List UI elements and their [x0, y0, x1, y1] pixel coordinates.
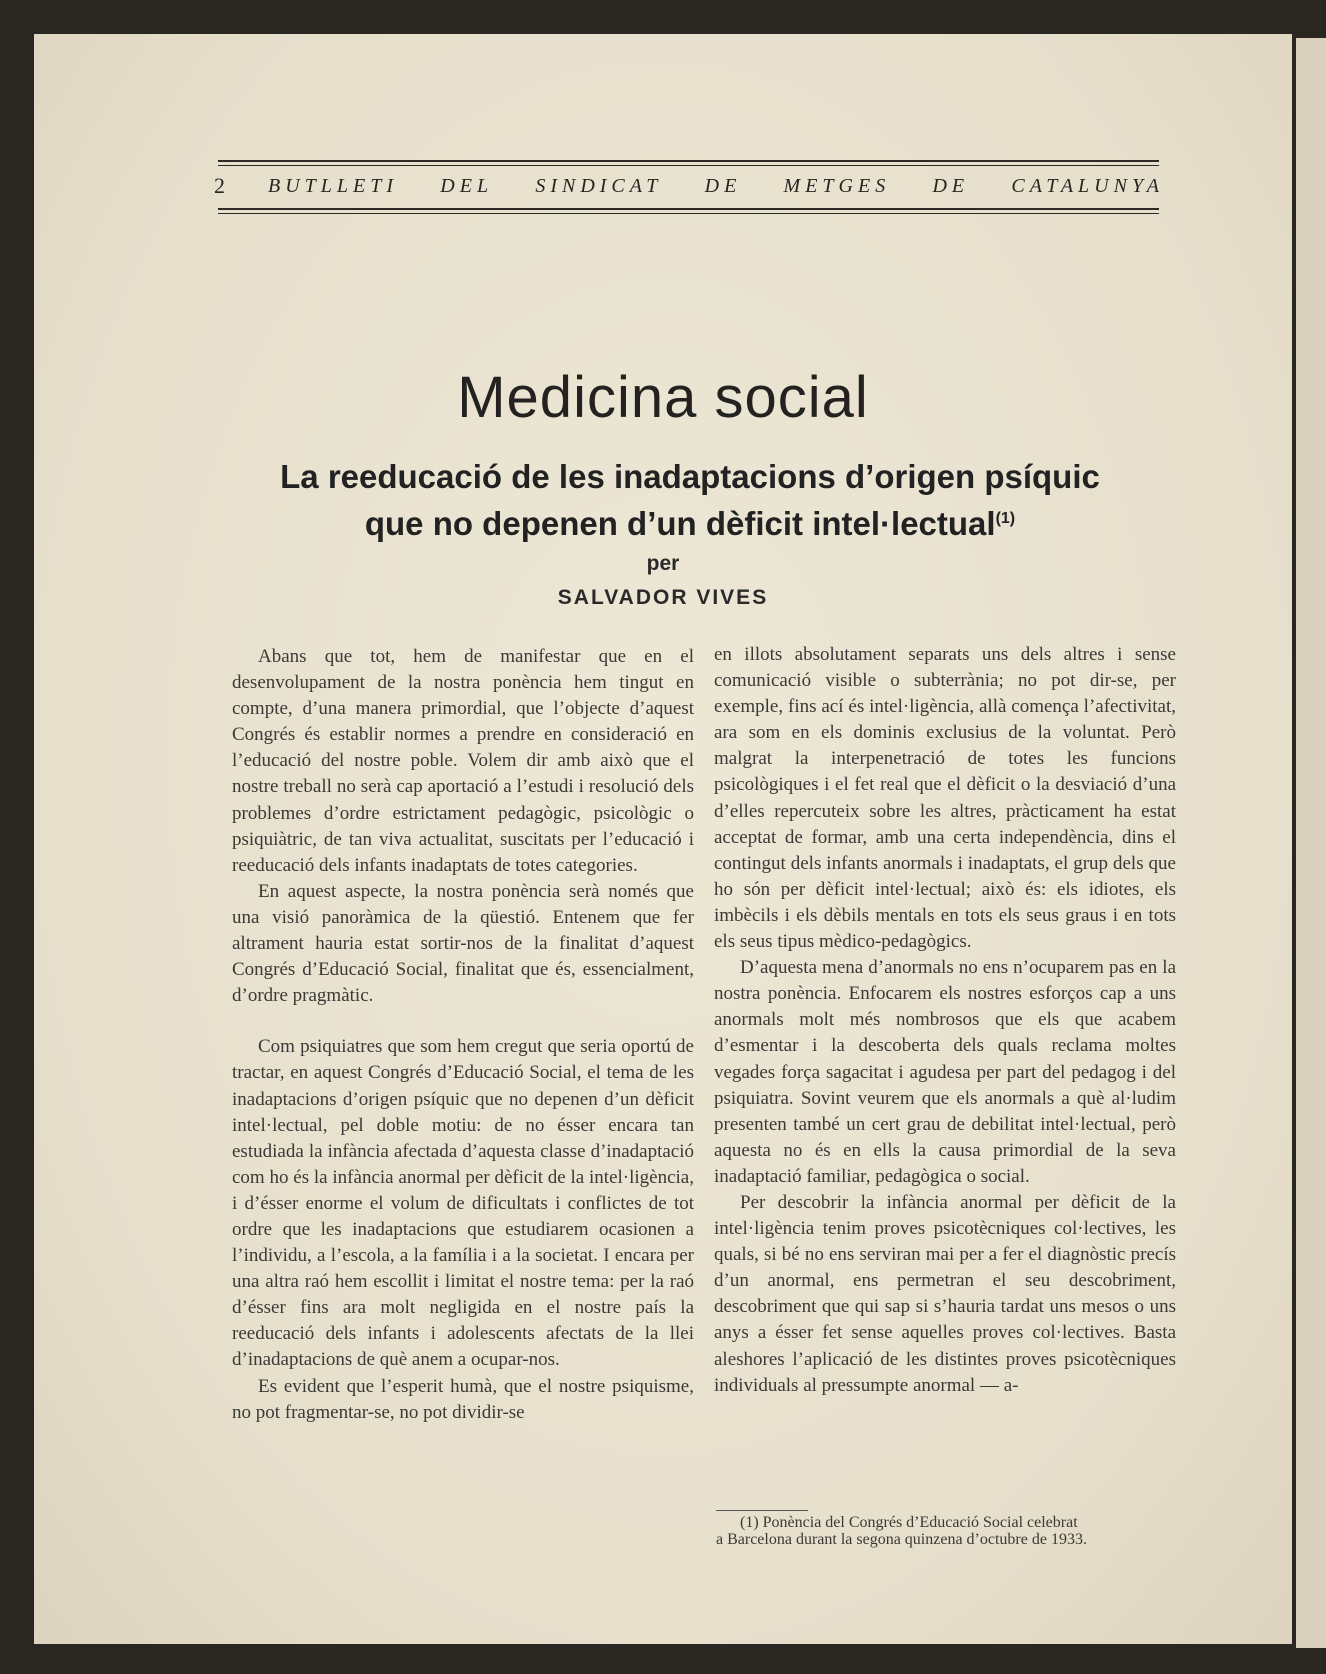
running-head-word: BUTLLETI: [268, 174, 399, 197]
header-rule-bottom: [218, 208, 1159, 210]
footnote-line-1: (1) Ponència del Congrés d’Educació Social celebrat: [740, 1514, 1078, 1531]
running-head-word: METGES: [783, 174, 891, 197]
header-rule-bottom-thin: [218, 213, 1159, 214]
subtitle-line-2: [200, 498, 1180, 545]
right-column: [714, 642, 1176, 1399]
paragraph: En aquest aspecte, la nostra ponència serà només que una visió panoràmica de la qüestió. Entenem que fer altrament hauria estat sortir-nos de la finalitat d’aquest Congrés d’Educació Social, finalitat que és, essencialment, d’ordre pragmàtic.: [232, 880, 694, 1007]
running-head: [254, 175, 1164, 198]
running-head-word: DE: [932, 174, 970, 197]
article-subtitle: [200, 456, 1180, 545]
paragraph: D’aquesta mena d’anormals no ens n’ocuparem pas en la nostra ponència. Enfocarem els nostres esforços cap a uns anormals molt més nombrosos que els que acabem d’esmentar i la descoberta dels quals reclama moltes vegades força sagacitat i agudesa per part del pedagog i del psiquiatra. Sovint veurem que els anormals a què al·ludim presenten també un cert grau de debilitat intel·lectual, però aquesta no és en ells la causa primordial de la seva inadaptació familiar, pedagògica o social.: [714, 957, 1176, 1187]
footnote: [716, 1514, 1188, 1548]
footnote-rule: [716, 1510, 808, 1511]
adjacent-page-edge: [1296, 38, 1326, 1648]
running-head-word: SINDICAT: [535, 174, 663, 197]
footnote-line-2: a Barcelona durant la segona quinzena d’octubre de 1933.: [716, 1531, 1087, 1548]
footnote-marker: (1): [995, 510, 1016, 527]
paragraph-gap: [232, 1009, 694, 1034]
byline-per: per: [646, 552, 680, 575]
section-title: Medicina social: [457, 365, 869, 430]
subtitle-line-2-text: que no depenen d’un dèficit intel·lectual: [364, 505, 996, 542]
paragraph: en illots absolutament separats uns dels altres i sense comunicació visible o subterrània; no pot dir-se, per exemple, fins ací és intel·ligència, allà comença l’afectivitat, ara som en els dominis exclusius de la voluntat. Però malgrat la interpenetració de totes les funcions psicològiques i el fet real que el dèficit o la desviació d’una d’elles repercuteix sobre les altres, pràcticament ha estat acceptat de formar, amb una certa independència, dins el contingut dels infants anormals i inadaptats, el grup dels que ho són per dèficit intel·lectual; això és: els idiotes, els imbècils i els dèbils mentals en tots els seus graus i en tots els seus tipus mèdico-pedagògics.: [714, 644, 1176, 953]
running-head-word: DE: [704, 174, 742, 197]
running-head-word: CATALUNYA: [1011, 174, 1164, 197]
paragraph: Per descobrir la infància anormal per dèficit de la intel·ligència tenim proves psicotècniques col·lectives, les quals, si bé no ens serviran mai per a fer el diagnòstic precís d’un anormal, ens permetran el seu descobriment, descobriment que qui sap si s’hauria tardat uns mesos o uns anys a ésser fet sense aquelles proves col·lectives. Basta aleshores l’aplicació de les distintes proves psicotècniques individuals al pressumpte anormal — a-: [714, 1191, 1176, 1396]
running-head-word: DEL: [440, 174, 494, 197]
paragraph: Com psiquiatres que som hem cregut que seria oportú de tractar, en aquest Congrés d’Educació Social, el tema de les inadaptacions d’origen psíquic que no depenen d’un dèficit intel·lectual, pel doble motiu: de no ésser encara tan estudiada la infància afectada d’aquesta classe d’inadaptació com ho és la infància anormal per dèficit de la intel·ligència, i d’ésser enorme el volum de dificultats i conflictes de tot ordre que les inadaptacions que estudiarem ocasionen a l’individu, a l’escola, a la família i a la societat. I encara per una altra raó hem escollit i limitat el nostre tema: per la raó d’ésser fins ara molt negligida en el nostre país la reeducació dels infants i adolescents afectats de la llei d’inadaptacions de què anem a ocupar-nos.: [232, 1036, 694, 1371]
running-header: [214, 168, 1164, 204]
author-name: SALVADOR VIVES: [557, 586, 769, 609]
paragraph: Es evident que l’esperit humà, que el nostre psiquisme, no pot fragmentar-se, no pot dividir-se: [232, 1375, 694, 1423]
page-number: 2: [214, 173, 225, 198]
left-column: [232, 644, 694, 1426]
header-rule-top: [218, 160, 1159, 162]
paragraph: Abans que tot, hem de manifestar que en el desenvolupament de la nostra ponència hem tingut en compte, d’una manera primordial, que l’objecte d’aquest Congrés és establir normes a prendre en consideració en l’educació del nostre poble. Volem dir amb això que el nostre treball no serà cap aportació a l’estudi i resolució dels problemes d’ordre estrictament pedagògic, psicològic o psiquiàtric, de tan viva actualitat, suscitats per l’educació i reeducació dels infants inadaptats de totes categories.: [232, 646, 694, 876]
subtitle-line-1: La reeducació de les inadaptacions d’origen psíquic: [280, 458, 1100, 495]
header-rule-top-thin: [218, 165, 1159, 166]
